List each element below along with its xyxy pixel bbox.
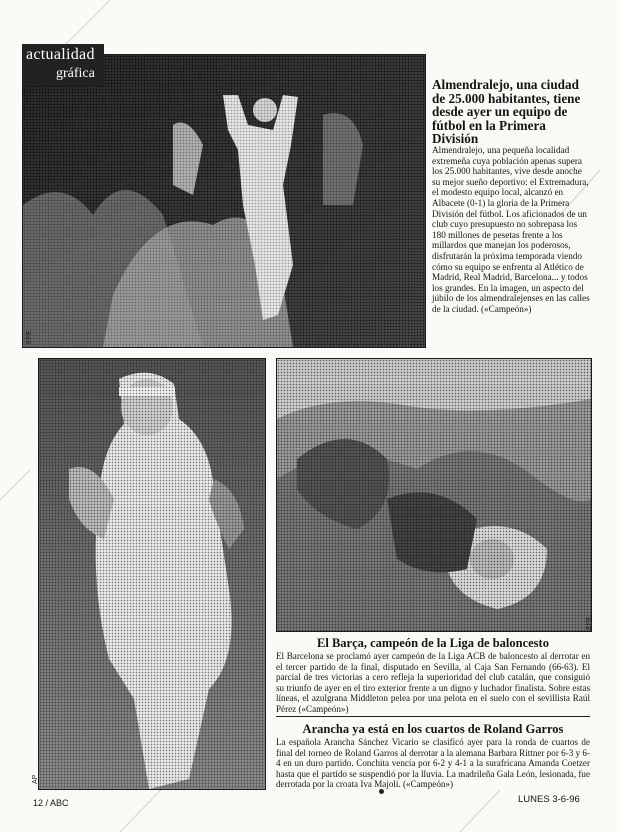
photo-basketball — [276, 358, 592, 632]
page-folio: 12 / ABC — [33, 798, 69, 808]
main-headline: Almendralejo, una ciudad de 25.000 habitantes, tiene desde ayer un equipo de fútbol en la Primera División — [432, 77, 581, 147]
photo-credit-1: EFE — [26, 330, 33, 344]
section-tag-line2: gráfica — [56, 66, 95, 81]
photo-celebration — [22, 54, 426, 348]
page-date: LUNES 3-6-96 — [518, 794, 580, 805]
photo-credit-2: AP — [32, 774, 39, 784]
tennis-story-body: La española Arancha Sánchez Vicario se clasificó ayer para la ronda de cuartos de final del torneo de Roland Garros al derrotar a la alemana Barbara Rittner por 6-3 y 6-4 en un duro partido. Conchita vencía por 6-2 y 4-1 a la surafricana Amanda Coetzer hasta que el partido se suspendió por la lluvia. La madrileña Gala León, lesionada, fue derrotada por la croata Iva Majoli. («Campeón») — [276, 737, 590, 789]
basket-story-body: El Barcelona se proclamó ayer campeón de la Liga ACB de baloncesto al derrotar en el tercer partido de la final, disputado en Sevilla, al Caja San Fernando (66-63). El parcial de tres victorias a cero refleja la superioridad del club catalán, que consiguió su triunfo de ayer en el tiro exterior frente a un digno y luchador finalista. Sobre estas líneas, el azulgrana Middleton pelea por una pelota en el suelo con el sevillista Raúl Pérez («Campeón») — [276, 651, 590, 714]
photo-credit-3: EFE — [586, 616, 593, 630]
basket-story-title: El Barça, campeón de la Liga de baloncesto — [317, 636, 549, 650]
photo-tennis — [38, 358, 266, 790]
section-tag — [22, 44, 104, 86]
story-divider — [276, 716, 590, 717]
fold-mark — [379, 789, 384, 794]
tennis-story-title: Arancha ya está en los cuartos de Roland Garros — [302, 722, 564, 736]
main-story-body: Almendralejo, una pequeña localidad extremeña cuya población apenas supera los 25.000 habitantes, vive desde anoche su mejor sueño deportivo: el Extremadura, el modesto equipo local, alcanzó en Albacete (0-1) la gloria de la Primera División del fútbol. Los aficionados de un club cuyo presupuesto no sobrepasa los 180 millones de pesetas frente a los millardos que manejan los poderosos, disfrutarán la próxima temporada viendo cómo su equipo se enfrenta al Atlético de Madrid, Real Madrid, Barcelona... y todos los grandes. En la imagen, un aspecto del júbilo de los almendralejenses en las calles de la ciudad. («Campeón») — [432, 145, 590, 314]
section-tag-line1: actualidad — [26, 46, 95, 63]
